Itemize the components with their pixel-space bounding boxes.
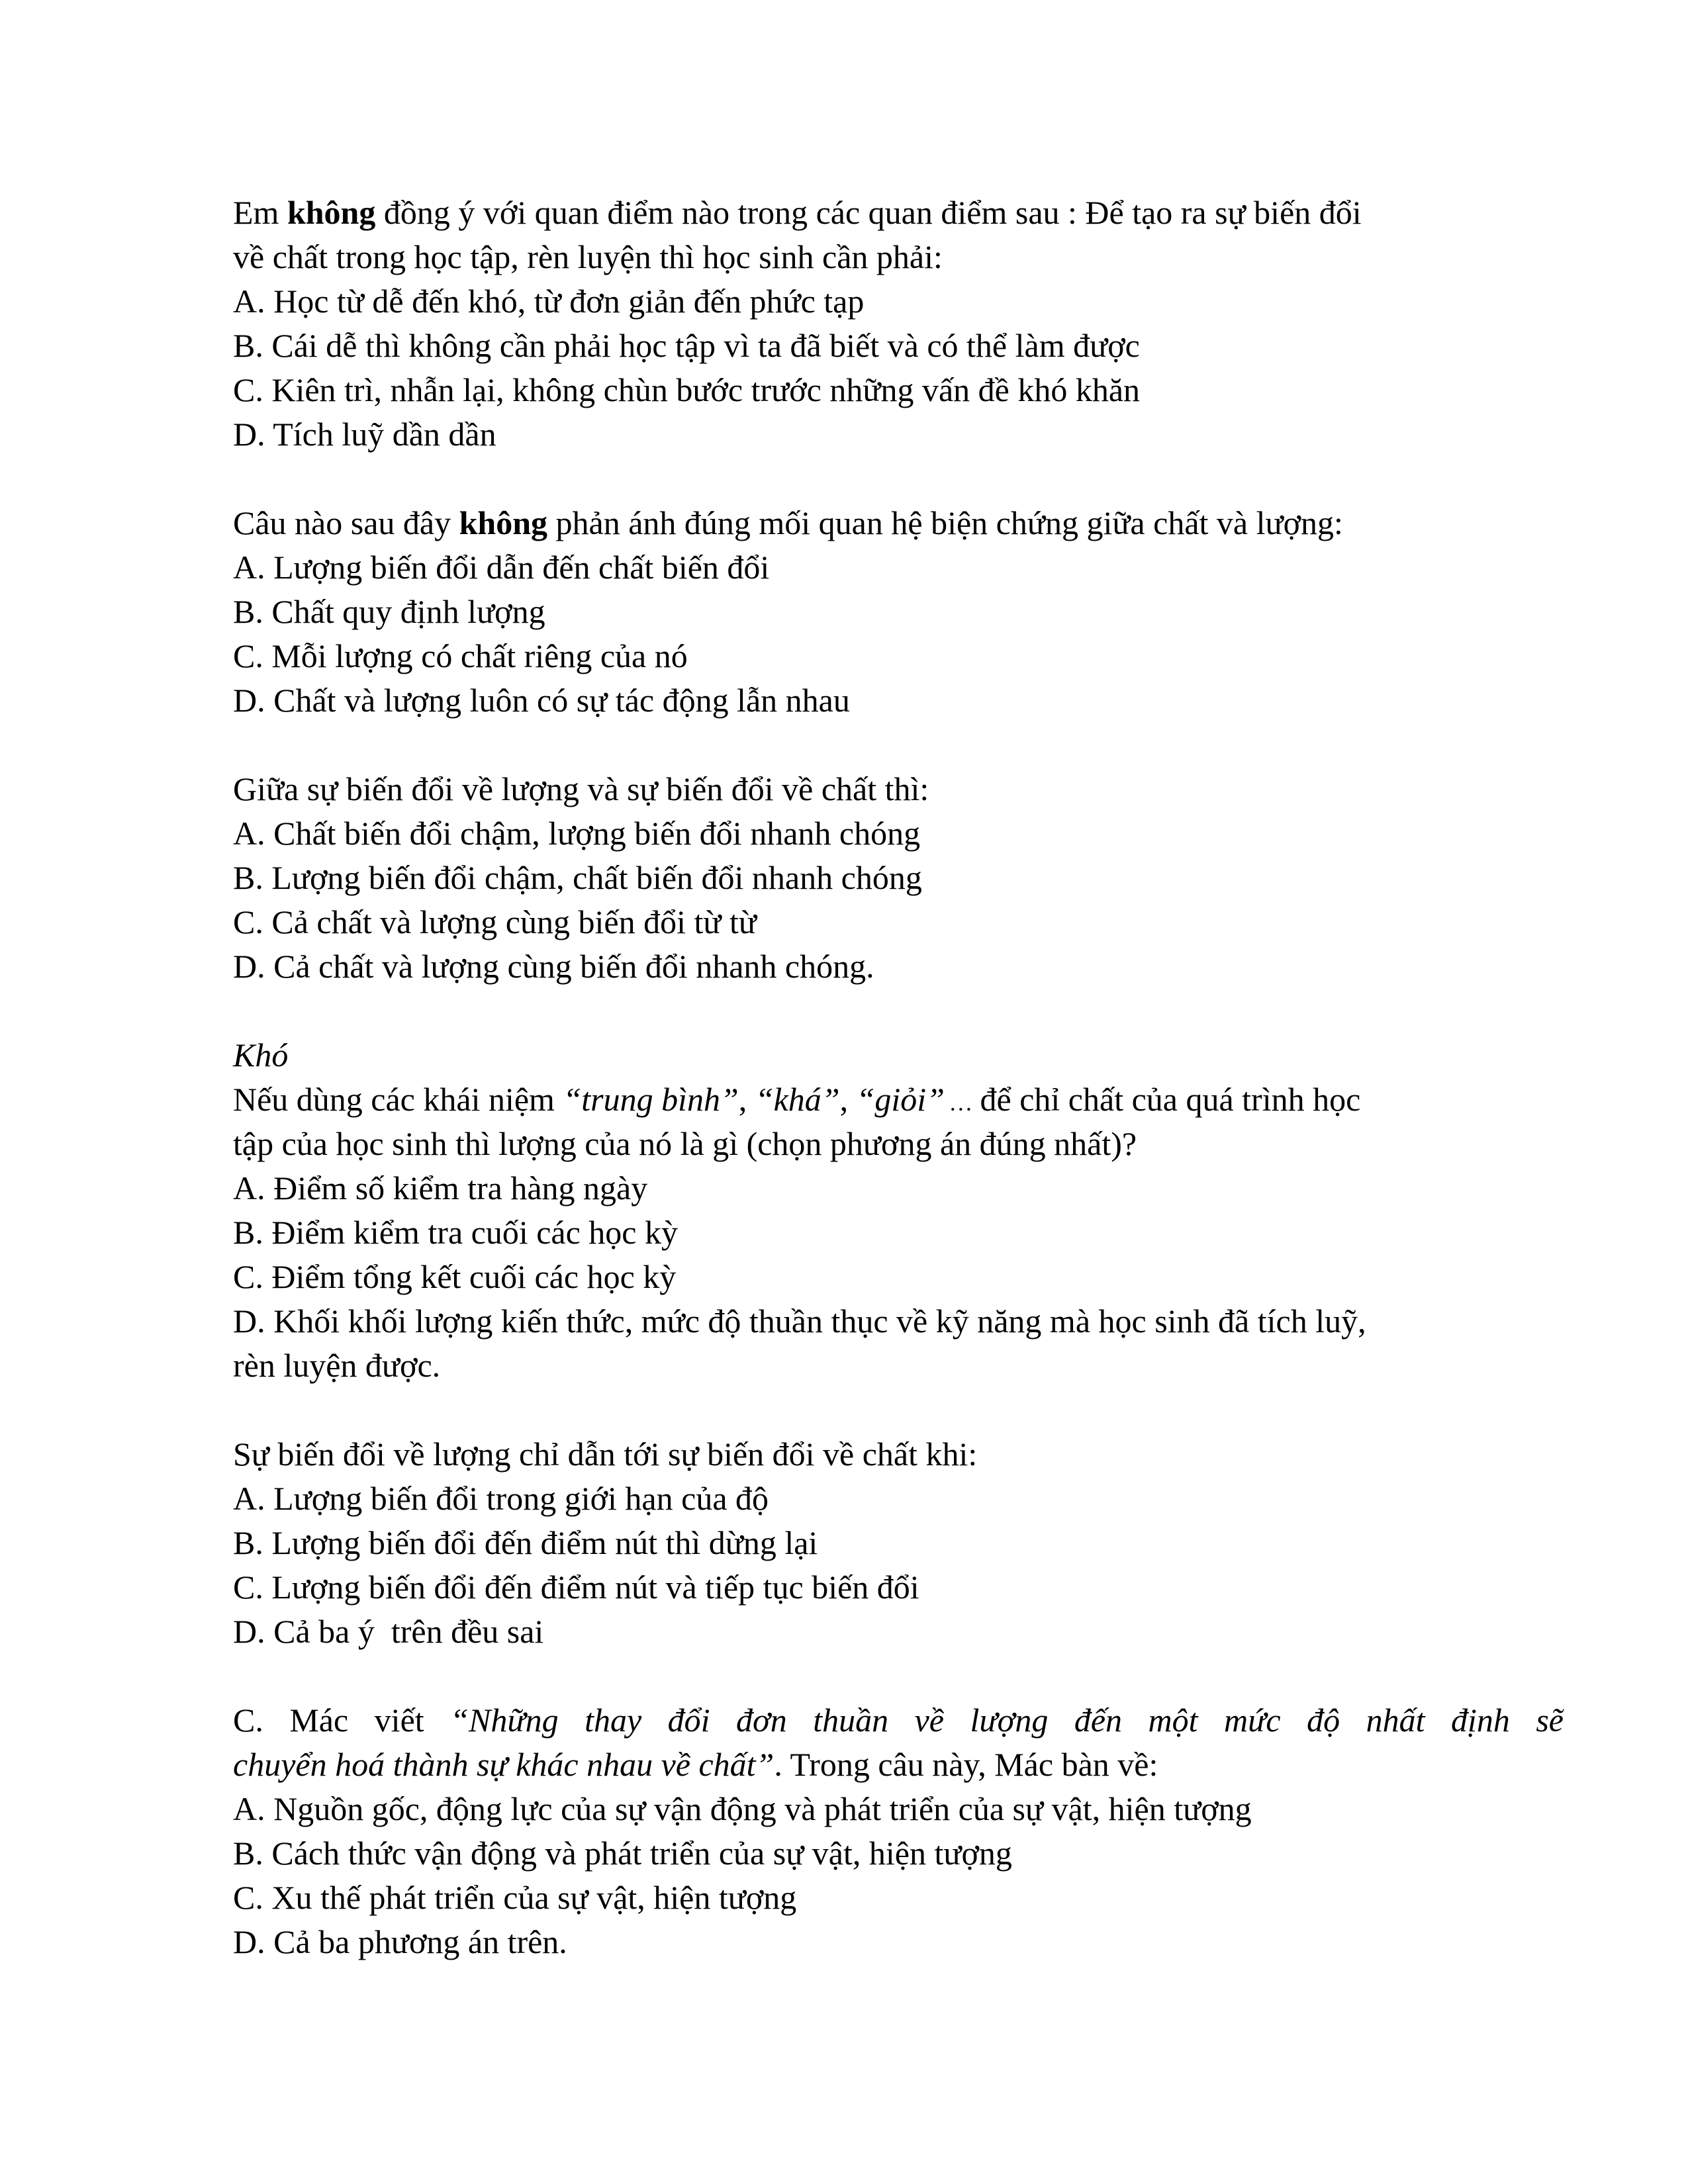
- answer-option-d: D. Cả chất và lượng cùng biến đổi nhanh chóng.: [233, 948, 874, 985]
- term-italic: “giỏi”: [856, 1081, 945, 1118]
- question-stem: Sự biến đổi về lượng chỉ dẫn tới sự biến đổi về chất khi:: [233, 1435, 978, 1473]
- separator: ,: [839, 1081, 857, 1118]
- answer-option-d: D. Chất và lượng luôn có sự tác động lẫn nhau: [233, 682, 850, 719]
- term-italic: “trung bình”: [563, 1081, 739, 1118]
- question-stem-continuation: về chất trong học tập, rèn luyện thì học sinh cần phải:: [233, 238, 943, 275]
- stem-text: C. Mác viết: [233, 1702, 451, 1739]
- answer-option-d: D. Tích luỹ dần dần: [233, 416, 496, 453]
- quote-italic: chuyển hoá thành sự khác nhau về chất”: [233, 1746, 774, 1783]
- question-stem: [233, 501, 1564, 545]
- answer-option-b: B. Lượng biến đổi chậm, chất biến đổi nhanh chóng: [233, 859, 922, 896]
- ellipsis: …: [945, 1089, 972, 1116]
- stem-text: Câu nào sau đây: [233, 504, 459, 541]
- answer-option-c: C. Kiên trì, nhẫn lại, không chùn bước trước những vấn đề khó khăn: [233, 371, 1141, 408]
- answer-option-b: B. Lượng biến đổi đến điểm nút thì dừng lại: [233, 1524, 818, 1561]
- question-stem-continuation: tập của học sinh thì lượng của nó là gì (chọn phương án đúng nhất)?: [233, 1125, 1137, 1162]
- answer-option-b: B. Chất quy định lượng: [233, 593, 545, 630]
- answer-option-b: B. Cách thức vận động và phát triển của sự vật, hiện tượng: [233, 1835, 1012, 1872]
- question-stem-continuation: [233, 1743, 1564, 1787]
- answer-option-a: A. Điểm số kiểm tra hàng ngày: [233, 1169, 648, 1206]
- stem-text: Em: [233, 194, 287, 231]
- question-1: [233, 191, 1564, 457]
- question-stem: [233, 191, 1564, 235]
- difficulty-text: Khó: [233, 1036, 289, 1073]
- difficulty-label: [233, 1033, 1564, 1077]
- answer-option-a: A. Học từ dễ đến khó, từ đơn giản đến phức tạp: [233, 283, 865, 320]
- question-list: [233, 191, 1564, 1964]
- stem-emphasis: không: [459, 504, 548, 541]
- question-stem: [233, 1698, 1564, 1743]
- answer-option-a: A. Lượng biến đổi trong giới hạn của độ: [233, 1480, 769, 1517]
- stem-emphasis: không: [287, 194, 376, 231]
- answer-option-c: C. Mỗi lượng có chất riêng của nó: [233, 637, 688, 674]
- answer-option-a: A. Nguồn gốc, động lực của sự vận động và phát triển của sự vật, hiện tượng: [233, 1790, 1252, 1827]
- answer-option-d: D. Cả ba ý trên đều sai: [233, 1613, 544, 1650]
- answer-option-c: C. Cả chất và lượng cùng biến đổi từ từ: [233, 903, 757, 940]
- stem-text: . Trong câu này, Mác bàn về:: [774, 1746, 1158, 1783]
- stem-text: Nếu dùng các khái niệm: [233, 1081, 563, 1118]
- quote-italic: “Những thay đổi đơn thuần về lượng đến một mức độ nhất định sẽ: [450, 1702, 1564, 1739]
- stem-text: phản ánh đúng mối quan hệ biện chứng giữa chất và lượng:: [547, 504, 1343, 541]
- stem-text: đồng ý với quan điểm nào trong các quan điểm sau : Để tạo ra sự biến đổi: [375, 194, 1362, 231]
- question-4: [233, 1033, 1564, 1388]
- answer-option-b: B. Điểm kiểm tra cuối các học kỳ: [233, 1214, 678, 1251]
- question-stem: [233, 1077, 1564, 1122]
- separator: ,: [738, 1081, 755, 1118]
- question-2: [233, 501, 1564, 723]
- answer-option-a: A. Chất biến đổi chậm, lượng biến đổi nhanh chóng: [233, 815, 921, 852]
- stem-text: để chỉ chất của quá trình học: [972, 1081, 1361, 1118]
- answer-option-d: D. Khối khối lượng kiến thức, mức độ thuần thục về kỹ năng mà học sinh đã tích luỹ,: [233, 1302, 1366, 1340]
- answer-option-a: A. Lượng biến đổi dẫn đến chất biến đổi: [233, 549, 770, 586]
- answer-option-c: C. Xu thế phát triển của sự vật, hiện tượng: [233, 1879, 797, 1916]
- term-italic: “khá”: [755, 1081, 840, 1118]
- answer-option-d: D. Cả ba phương án trên.: [233, 1923, 567, 1960]
- question-stem: Giữa sự biến đổi về lượng và sự biến đổi về chất thì:: [233, 770, 929, 807]
- answer-option-b: B. Cái dễ thì không cần phải học tập vì ta đã biết và có thể làm được: [233, 327, 1140, 364]
- question-3: [233, 767, 1564, 989]
- question-5: [233, 1432, 1564, 1654]
- answer-option-c: C. Lượng biến đổi đến điểm nút và tiếp tục biến đổi: [233, 1569, 919, 1606]
- answer-option-c: C. Điểm tổng kết cuối các học kỳ: [233, 1258, 677, 1295]
- answer-option-d-continuation: rèn luyện được.: [233, 1347, 441, 1384]
- question-6: [233, 1698, 1564, 1964]
